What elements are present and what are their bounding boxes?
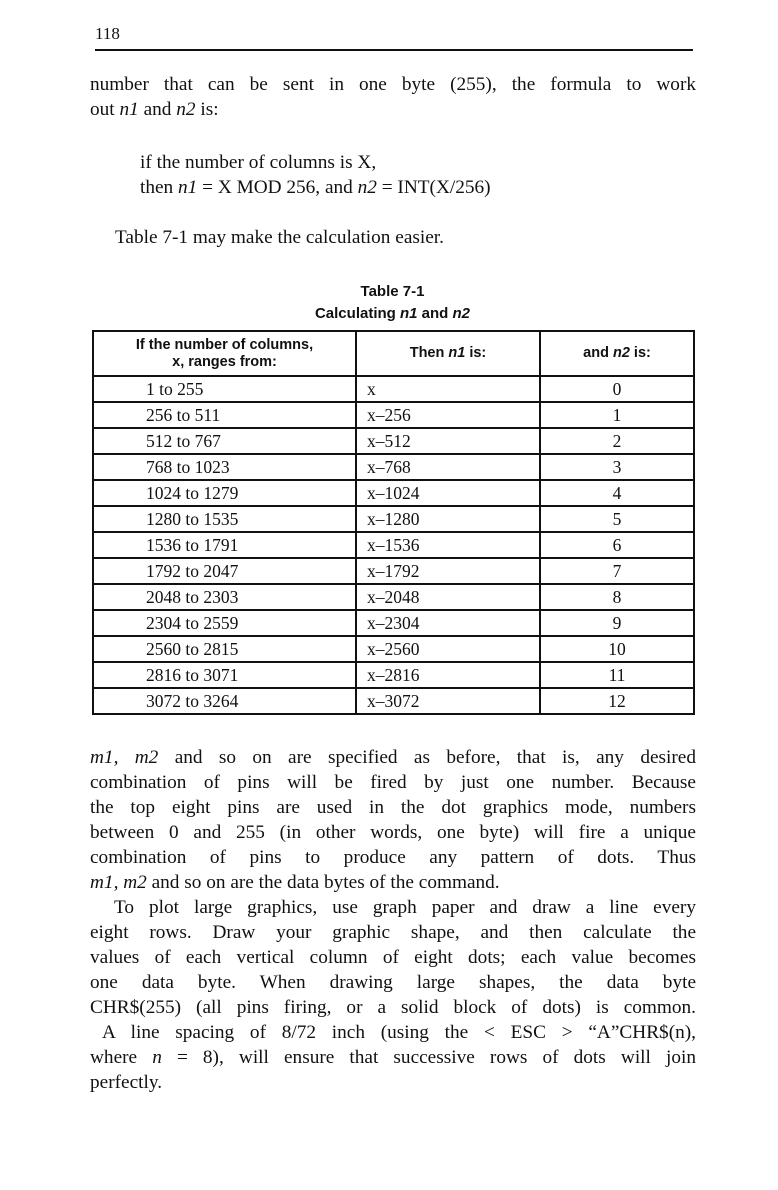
intro-paragraph <box>90 72 696 122</box>
body-line: To plot large graphics, use graph paper and draw a line every <box>114 897 696 918</box>
table-row: 256 to 511 x–256 1 <box>93 402 694 428</box>
table-row: 2304 to 2559 x–2304 9 <box>93 610 694 636</box>
body-paragraph-3 <box>90 1020 696 1095</box>
var-n2: n2 <box>176 99 196 120</box>
table-row: 1 to 255 x 0 <box>93 376 694 402</box>
table-caption-title: Table 7-1 <box>360 283 425 300</box>
table-header-row <box>93 331 694 376</box>
body-line: A line spacing of 8/72 inch (using the < ESC > “A”CHR$(n), <box>102 1022 696 1043</box>
table-row: 1024 to 1279 x–1024 4 <box>93 480 694 506</box>
header-range: If the number of columns, x, ranges from: <box>93 331 356 376</box>
formula-block <box>140 150 491 200</box>
body-line: m1, m2 and so on are the data bytes of the command. <box>90 872 500 893</box>
table-row: 2048 to 2303 x–2048 8 <box>93 584 694 610</box>
table-row: 1792 to 2047 x–1792 7 <box>93 558 694 584</box>
table-intro: Table 7-1 may make the calculation easier. <box>115 227 444 248</box>
table-row: 2560 to 2815 x–2560 10 <box>93 636 694 662</box>
body-line: one data byte. When drawing large shapes, the data byte <box>90 972 696 993</box>
formula-line-1: if the number of columns is X, <box>140 152 377 173</box>
body-line: combination of pins will be fired by just one number. Because <box>90 772 696 793</box>
body-paragraph-2 <box>90 895 696 1020</box>
table-row: 1280 to 1535 x–1280 5 <box>93 506 694 532</box>
body-line: CHR$(255) (all pins firing, or a solid block of dots) is common. <box>90 997 696 1018</box>
intro-line-1: number that can be sent in one byte (255), the formula to work <box>90 74 696 95</box>
table-row: 768 to 1023 x–768 3 <box>93 454 694 480</box>
page-number: 118 <box>95 24 120 43</box>
data-table <box>92 330 695 715</box>
body-paragraph-1 <box>90 745 696 895</box>
header-n2: and n2 is: <box>540 331 694 376</box>
header-rule <box>95 49 693 51</box>
intro-line-2: out n1 and n2 is: <box>90 99 219 120</box>
body-line: perfectly. <box>90 1072 163 1093</box>
body-line: where n = 8), will ensure that successive rows of dots will join <box>90 1047 696 1068</box>
body-line: values of each vertical column of eight dots; each value becomes <box>90 947 696 968</box>
formula-line-2: then n1 = X MOD 256, and n2 = INT(X/256) <box>140 177 491 198</box>
header-n1: Then n1 is: <box>356 331 540 376</box>
table-caption-subtitle: Calculating n1 and n2 <box>314 305 471 322</box>
table-row: 512 to 767 x–512 2 <box>93 428 694 454</box>
body-line: eight rows. Draw your graphic shape, and then calculate the <box>90 922 696 943</box>
table-row: 3072 to 3264 x–3072 12 <box>93 688 694 714</box>
table-row: 1536 to 1791 x–1536 6 <box>93 532 694 558</box>
body-line: m1, m2 and so on are specified as before, that is, any desired <box>90 747 696 768</box>
table-row: 2816 to 3071 x–2816 11 <box>93 662 694 688</box>
body-line: the top eight pins are used in the dot graphics mode, numbers <box>90 797 696 818</box>
body-line: between 0 and 255 (in other words, one byte) will fire a unique <box>90 822 696 843</box>
var-n1: n1 <box>119 99 139 120</box>
body-line: combination of pins to produce any pattern of dots. Thus <box>90 847 696 868</box>
